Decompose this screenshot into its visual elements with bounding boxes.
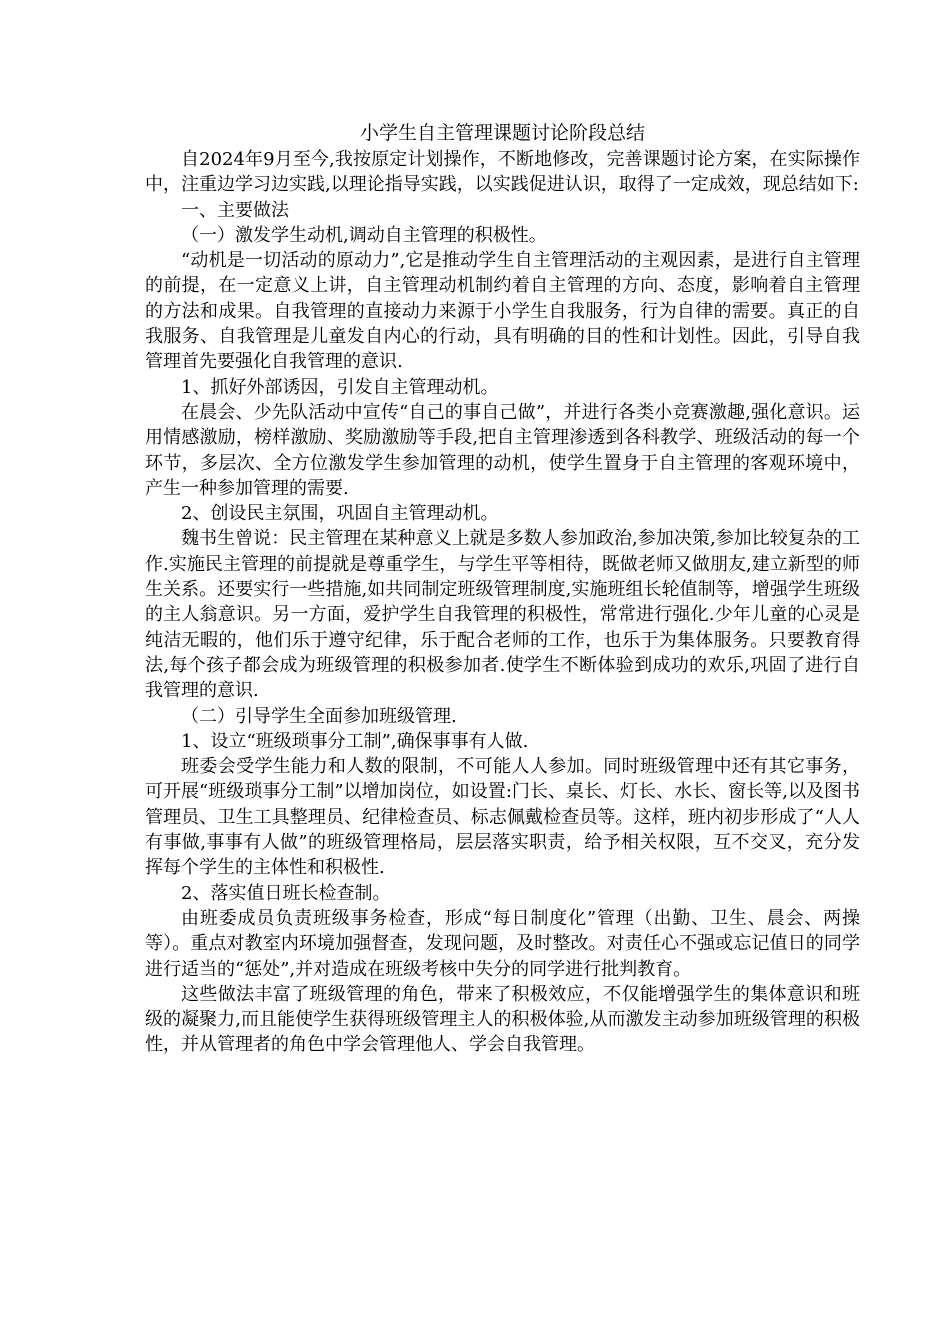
paragraph-intro: 自2024年9月至今,我按原定计划操作，不断地修改，完善课题讨论方案，在实际操作中，注重边学习边实践,以理论指导实践，以实践促进认识，取得了一定成效，现总结如下:: [145, 149, 860, 196]
paragraph-external-incentives: 在晨会、少先队活动中宣传“自己的事自己做”，并进行各类小竞赛激趣,强化意识。运用情感激励，榜样激励、奖励激励等手段,把自主管理渗透到各科教学、班级活动的每一个环节，多层次、全方位激发学生参加管理的动机，使学生置身于自主管理的客观环境中，产生一种参加管理的需要.: [145, 401, 860, 499]
subsection-heading-1: （一）激发学生动机,调动自主管理的积极性。: [181, 224, 547, 246]
item-heading-2-1: 1、设立“班级琐事分工制”,确保事事有人做.: [181, 730, 529, 752]
document-page: [145, 120, 860, 1058]
paragraph-task-division: 班委会受学生能力和人数的限制，不可能人人参加。同时班级管理中还有其它事务，可开展“班级琐事分工制”以增加岗位，如设置:门长、桌长、灯长、水长、窗长等,以及图书管理员、卫生工具整理员、纪律检查员、标志佩戴检查员等。这样，班内初步形成了“人人有事做,事事有人做”的班级管理格局，层层落实职责，给予相关权限，互不交叉，充分发挥每个学生的主体性和积极性.: [145, 756, 860, 879]
item-heading-1-1: 1、抓好外部诱因，引发自主管理动机。: [181, 376, 499, 398]
section-heading-main-methods: 一、主要做法: [181, 199, 289, 221]
paragraph-duty-monitor: 由班委成员负责班级事务检查，形成“每日制度化”管理（出勤、卫生、晨会、两操等）。重点对教室内环境加强督查，发现问题，及时整改。对责任心不强或忘记值日的同学进行适当的“惩处”,并对造成在班级考核中失分的同学进行批判教育。: [145, 907, 860, 980]
paragraph-democratic-atmosphere: 魏书生曾说：民主管理在某种意义上就是多数人参加政治,参加决策,参加比较复杂的工作.实施民主管理的前提就是尊重学生，与学生平等相待，既做老师又做朋友,建立新型的师生关系。还要实行一些措施,如共同制定班级管理制度,实施班组长轮值制等，增强学生班级的主人翁意识。另一方面，爱护学生自我管理的积极性，常常进行强化.少年儿童的心灵是纯洁无暇的，他们乐于遵守纪律，乐于配合老师的工作，也乐于为集体服务。只要教育得法,每个孩子都会成为班级管理的积极参加者.使学生不断体验到成功的欢乐,巩固了进行自我管理的意识.: [145, 528, 860, 702]
paragraph-conclusion: 这些做法丰富了班级管理的角色，带来了积极效应，不仅能增强学生的集体意识和班级的凝聚力,而且能使学生获得班级管理主人的积极体验,从而激发主动参加班级管理的积极性，并从管理者的角色中学会管理他人、学会自我管理。: [145, 983, 860, 1056]
document-title: 小学生自主管理课题讨论阶段总结: [359, 122, 645, 144]
paragraph-motivation: “动机是一切活动的原动力”,它是推动学生自主管理活动的主观因素，是进行自主管理的前提，在一定意义上讲，自主管理动机制约着自主管理的方向、态度，影响着自主管理的方法和成果。自我管理的直接动力来源于小学生自我服务，行为自律的需要。真正的自我服务、自我管理是儿童发自内心的行动，具有明确的目的性和计划性。因此，引导自我管理首先要强化自我管理的意识.: [145, 250, 860, 373]
item-heading-1-2: 2、创设民主氛围，巩固自主管理动机。: [181, 503, 499, 525]
subsection-heading-2: （二）引导学生全面参加班级管理.: [181, 705, 457, 727]
item-heading-2-2: 2、落实值日班长检查制。: [181, 882, 391, 904]
